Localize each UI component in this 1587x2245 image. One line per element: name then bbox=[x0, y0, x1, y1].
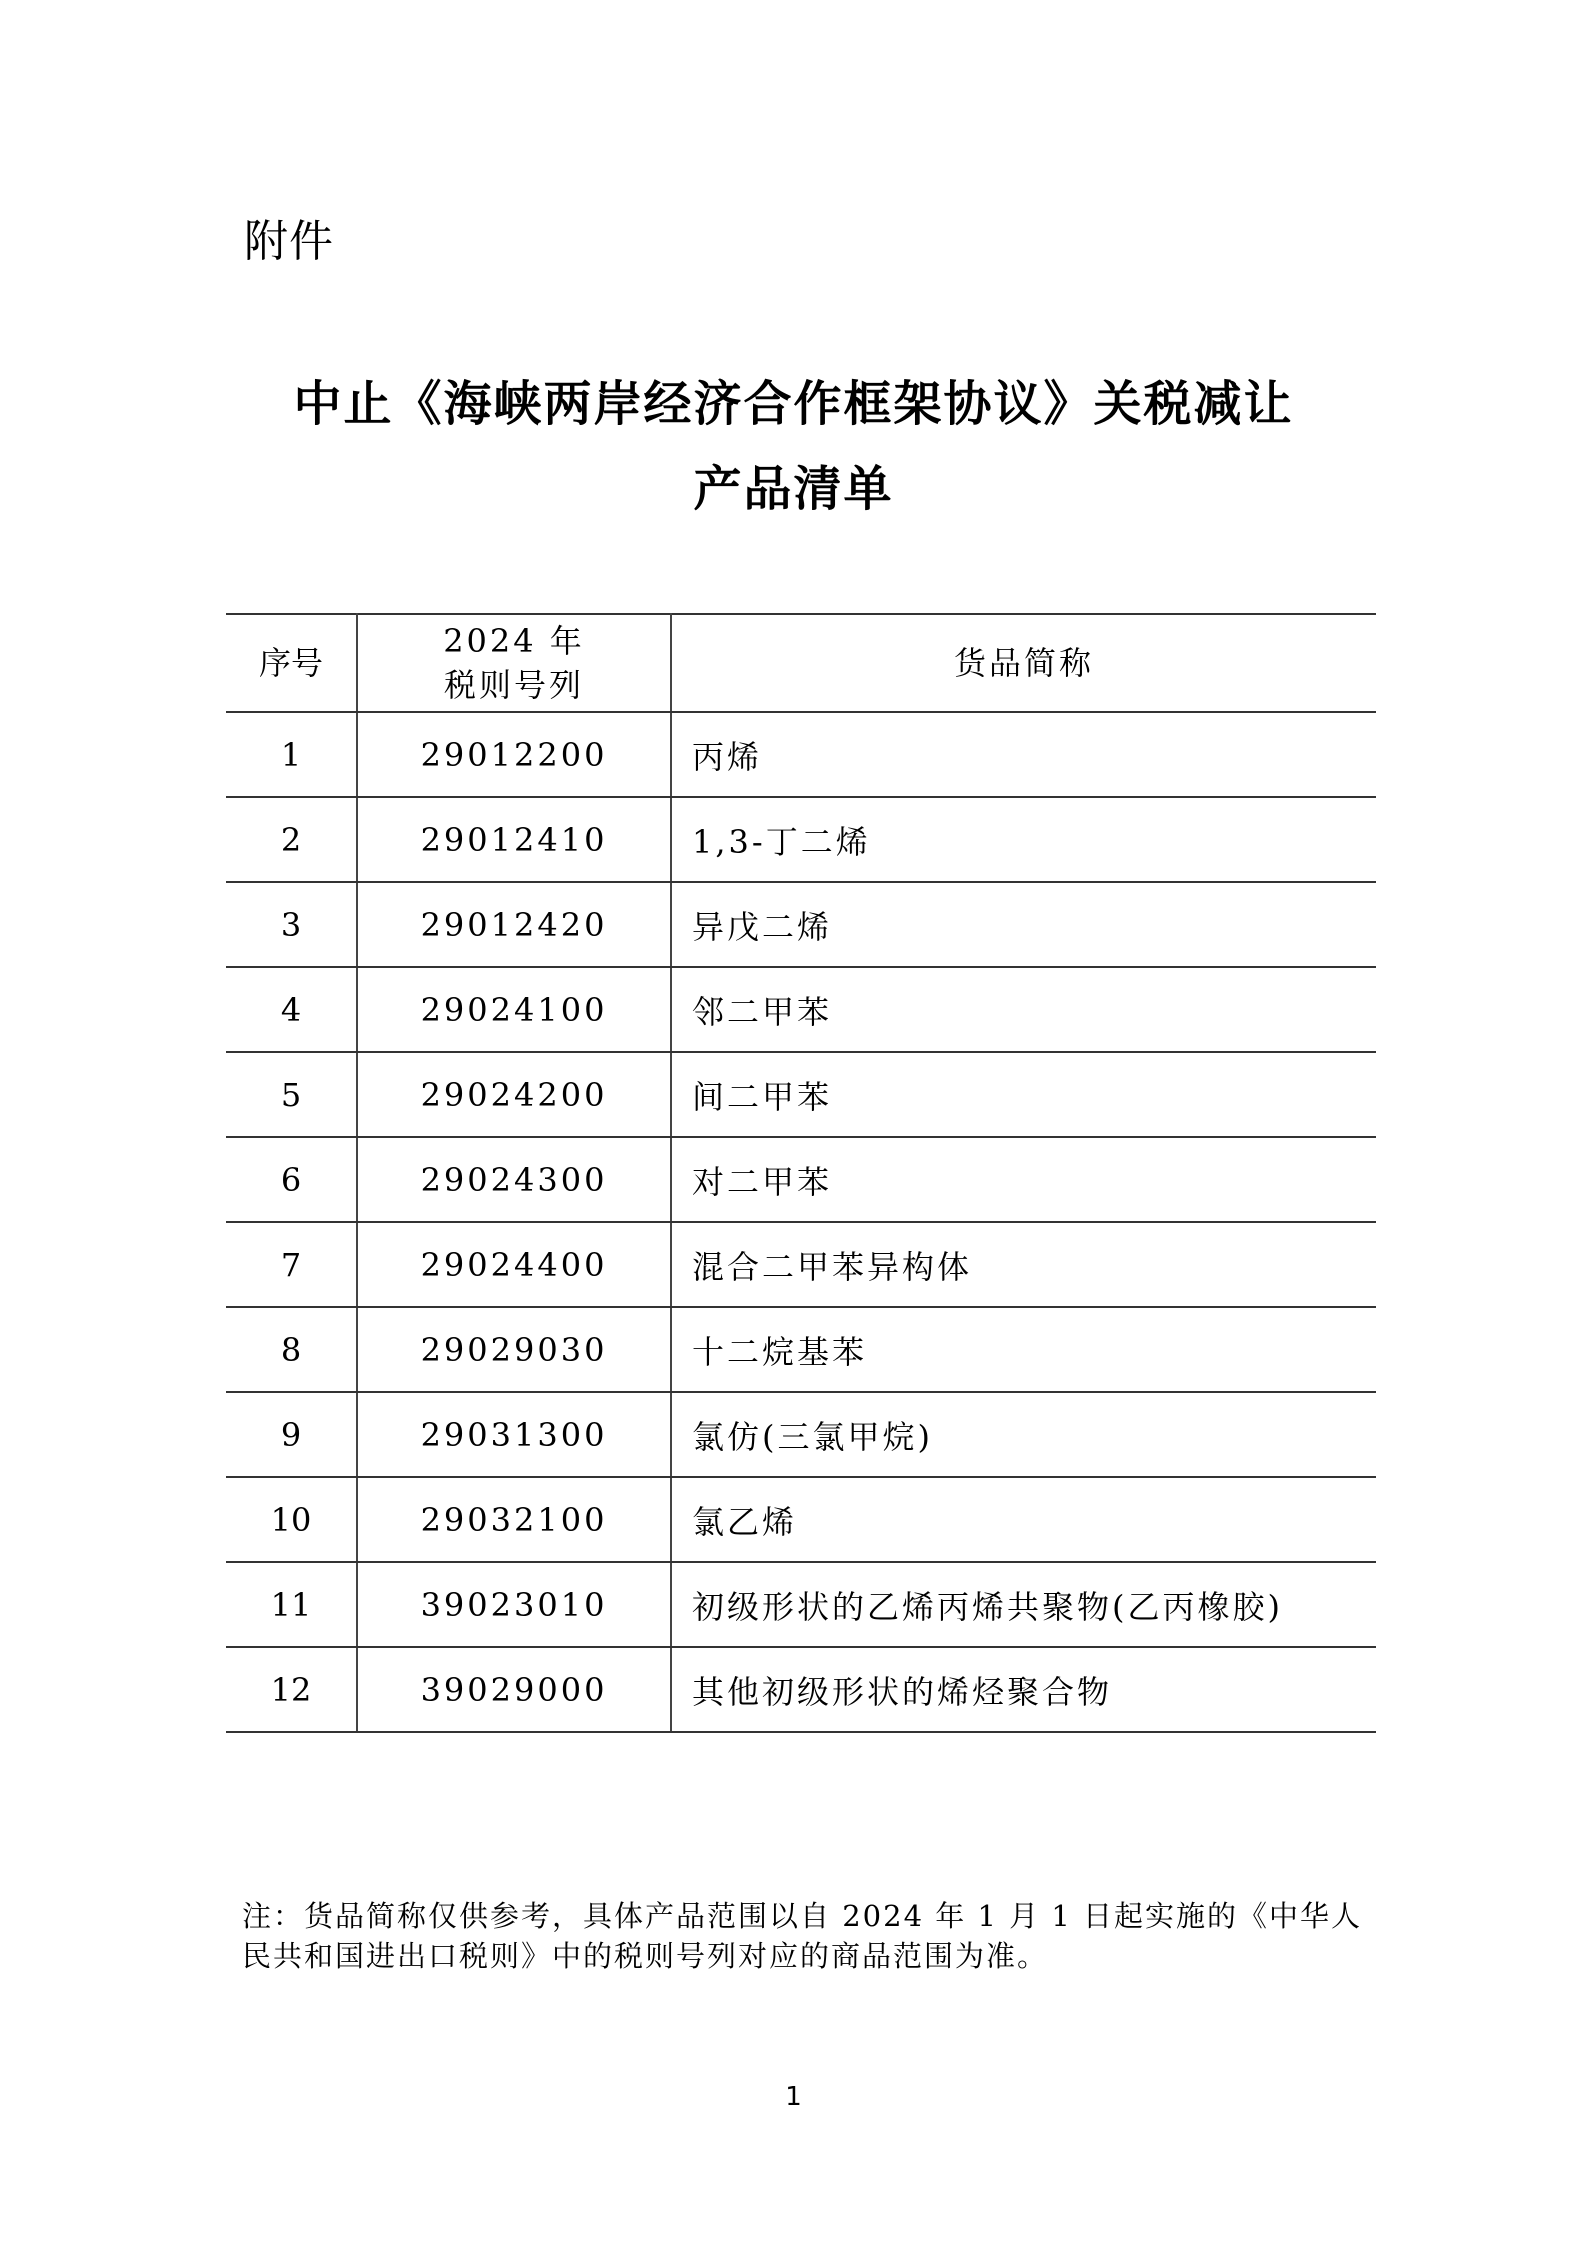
table-row bbox=[226, 1477, 1376, 1562]
document-title-line1: 中止《海峡两岸经济合作框架协议》关税减让 bbox=[293, 376, 1294, 432]
header-tariff-code-year: 2024 年 bbox=[443, 622, 585, 660]
row-tariff-code: 29032100 bbox=[357, 1477, 671, 1562]
row-tariff-code: 29029030 bbox=[357, 1307, 671, 1392]
table-row bbox=[226, 797, 1376, 882]
header-tariff-code-label: 税则号列 bbox=[443, 666, 584, 704]
table-row bbox=[226, 1562, 1376, 1647]
page-number: 1 bbox=[785, 2082, 802, 2112]
table-row bbox=[226, 967, 1376, 1052]
table-row bbox=[226, 882, 1376, 967]
row-index: 4 bbox=[226, 967, 357, 1052]
table-header-row bbox=[226, 614, 1376, 712]
row-index: 5 bbox=[226, 1052, 357, 1137]
product-list-table bbox=[226, 613, 1376, 1733]
header-tariff-code bbox=[357, 614, 671, 712]
header-product-name: 货品简称 bbox=[671, 614, 1376, 712]
row-index: 3 bbox=[226, 882, 357, 967]
row-index: 7 bbox=[226, 1222, 357, 1307]
row-tariff-code: 39029000 bbox=[357, 1647, 671, 1732]
table-row bbox=[226, 1307, 1376, 1392]
row-product-name: 氯仿(三氯甲烷) bbox=[671, 1392, 1376, 1477]
row-index: 8 bbox=[226, 1307, 357, 1392]
row-product-name: 间二甲苯 bbox=[671, 1052, 1376, 1137]
row-tariff-code: 29024400 bbox=[357, 1222, 671, 1307]
table-row bbox=[226, 712, 1376, 797]
row-index: 1 bbox=[226, 712, 357, 797]
row-product-name: 异戊二烯 bbox=[671, 882, 1376, 967]
row-product-name: 其他初级形状的烯烃聚合物 bbox=[671, 1647, 1376, 1732]
row-tariff-code: 29024200 bbox=[357, 1052, 671, 1137]
row-product-name: 对二甲苯 bbox=[671, 1137, 1376, 1222]
row-product-name: 十二烷基苯 bbox=[671, 1307, 1376, 1392]
row-product-name: 1,3-丁二烯 bbox=[671, 797, 1376, 882]
row-tariff-code: 39023010 bbox=[357, 1562, 671, 1647]
table-row bbox=[226, 1392, 1376, 1477]
row-index: 12 bbox=[226, 1647, 357, 1732]
table-row bbox=[226, 1137, 1376, 1222]
row-product-name: 邻二甲苯 bbox=[671, 967, 1376, 1052]
row-tariff-code: 29024100 bbox=[357, 967, 671, 1052]
row-index: 10 bbox=[226, 1477, 357, 1562]
row-product-name: 初级形状的乙烯丙烯共聚物(乙丙橡胶) bbox=[671, 1562, 1376, 1647]
row-index: 9 bbox=[226, 1392, 357, 1477]
row-index: 2 bbox=[226, 797, 357, 882]
attachment-label: 附件 bbox=[244, 216, 334, 267]
table-row bbox=[226, 1647, 1376, 1732]
row-tariff-code: 29024300 bbox=[357, 1137, 671, 1222]
row-tariff-code: 29012410 bbox=[357, 797, 671, 882]
row-index: 6 bbox=[226, 1137, 357, 1222]
document-title-line2: 产品清单 bbox=[693, 461, 894, 517]
row-tariff-code: 29012420 bbox=[357, 882, 671, 967]
row-tariff-code: 29031300 bbox=[357, 1392, 671, 1477]
row-index: 11 bbox=[226, 1562, 357, 1647]
row-tariff-code: 29012200 bbox=[357, 712, 671, 797]
row-product-name: 混合二甲苯异构体 bbox=[671, 1222, 1376, 1307]
table-row bbox=[226, 1222, 1376, 1307]
footnote: 注：货品简称仅供参考，具体产品范围以自 2024 年 1 月 1 日起实施的《中华人民共和国进出口税则》中的税则号列对应的商品范围为准。 bbox=[242, 1899, 1363, 1973]
row-product-name: 氯乙烯 bbox=[671, 1477, 1376, 1562]
row-product-name: 丙烯 bbox=[671, 712, 1376, 797]
header-index: 序号 bbox=[226, 614, 357, 712]
table-row bbox=[226, 1052, 1376, 1137]
